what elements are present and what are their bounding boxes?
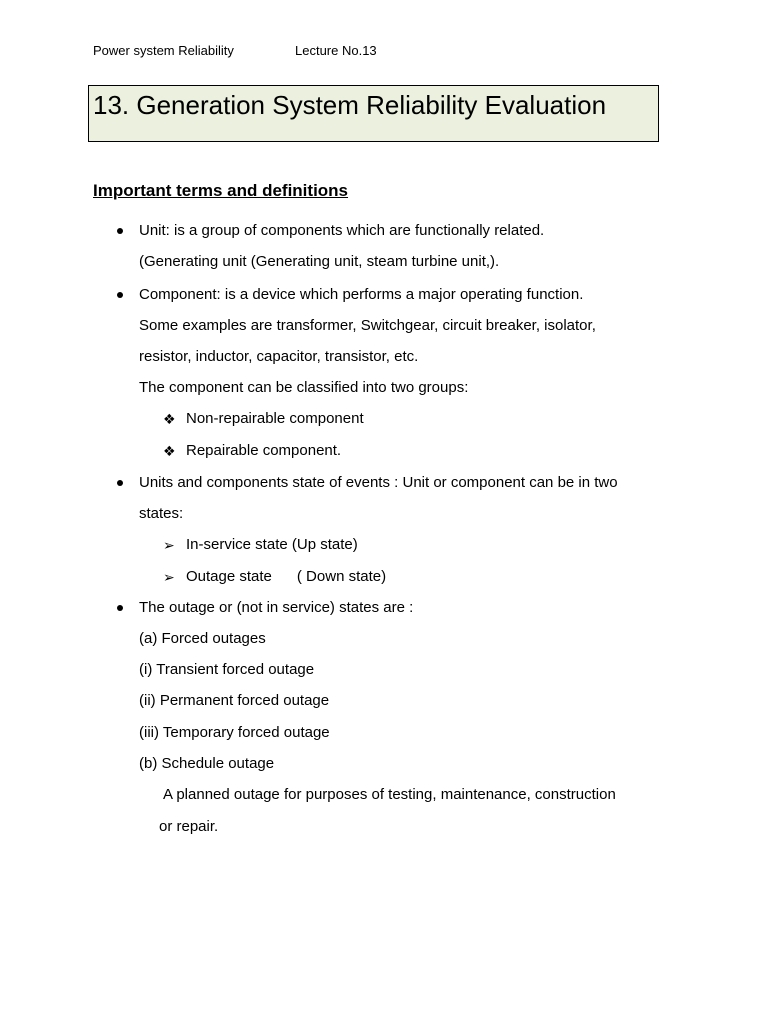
- states-line-2: states:: [139, 505, 184, 522]
- component-line-3: resistor, inductor, capacitor, transistor, etc.: [139, 348, 419, 365]
- page-title: 13. Generation System Reliability Evaluation: [93, 90, 607, 120]
- states-line-1: Units and components state of events : Unit or component can be in two: [139, 474, 618, 491]
- outage-line-1: The outage or (not in service) states are :: [139, 599, 414, 616]
- component-group-1: Non-repairable component: [186, 410, 364, 427]
- bullet-dot: [117, 480, 123, 486]
- outage-item-i: (i) Transient forced outage: [139, 661, 315, 678]
- bullet-dot: [117, 228, 123, 234]
- diamond-bullet-icon: ❖: [163, 411, 176, 427]
- unit-line-2: (Generating unit (Generating unit, steam turbine unit,).: [139, 253, 500, 270]
- header-lecture: Lecture No.13: [295, 43, 377, 58]
- title-box: [88, 85, 659, 142]
- diamond-bullet-icon: ❖: [163, 443, 176, 459]
- component-line-1: Component: is a device which performs a major operating function.: [139, 286, 584, 303]
- outage-note-2: or repair.: [159, 818, 219, 835]
- bullet-dot: [117, 292, 123, 298]
- bullet-dot: [117, 605, 123, 611]
- outage-item-a: (a) Forced outages: [139, 630, 266, 647]
- state-item-1: In-service state (Up state): [186, 536, 358, 553]
- header-course: Power system Reliability: [93, 43, 234, 58]
- outage-item-ii: (ii) Permanent forced outage: [139, 692, 330, 709]
- outage-item-iii: (iii) Temporary forced outage: [139, 724, 330, 741]
- component-line-4: The component can be classified into two groups:: [139, 379, 469, 396]
- component-line-2: Some examples are transformer, Switchgear, circuit breaker, isolator,: [139, 317, 596, 334]
- outage-item-b: (b) Schedule outage: [139, 755, 275, 772]
- state-item-2: Outage state ( Down state): [186, 568, 387, 585]
- arrow-bullet-icon: ➢: [163, 537, 175, 553]
- unit-line-1: Unit: is a group of components which are functionally related.: [139, 222, 545, 239]
- section-heading: Important terms and definitions: [93, 181, 349, 200]
- component-group-2: Repairable component.: [186, 442, 342, 459]
- outage-note-1: A planned outage for purposes of testing, maintenance, construction: [163, 786, 616, 803]
- arrow-bullet-icon: ➢: [163, 569, 175, 585]
